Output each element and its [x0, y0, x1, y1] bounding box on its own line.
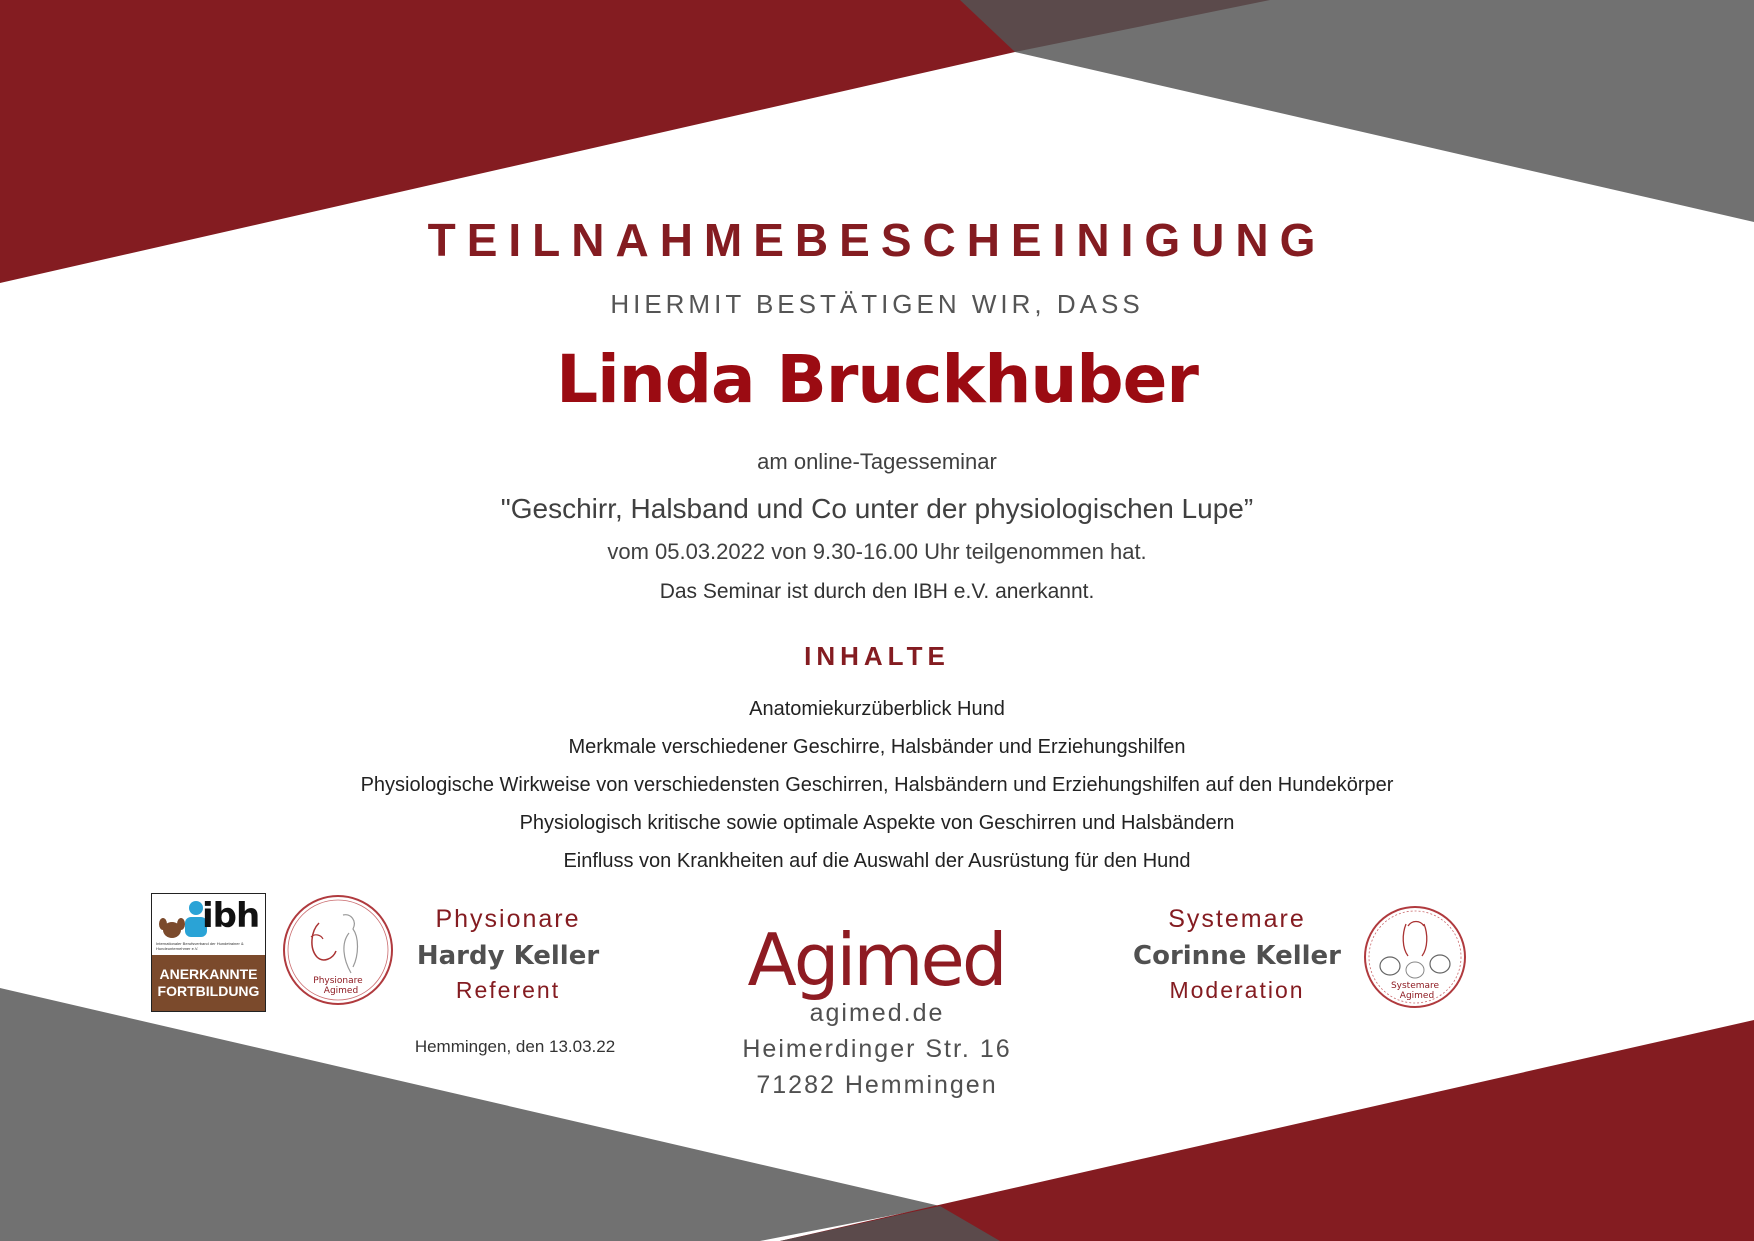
recognition-line: Das Seminar ist durch den IBH e.V. anerkannt.	[659, 580, 1095, 603]
contents-list	[0, 690, 1754, 880]
ibh-badge	[151, 893, 266, 1012]
contents-item: Physiologisch kritische sowie optimale Aspekte von Geschirren und Halsbändern	[519, 812, 1235, 834]
right-signer-organization: Systemare	[1168, 905, 1306, 933]
agimed-street: Heimerdinger Str. 16	[742, 1035, 1012, 1063]
agimed-logo: Agimed	[747, 918, 1005, 1002]
physionare-seal	[281, 893, 395, 1007]
left-signer	[400, 904, 616, 1004]
certificate-title: TEILNAHMEBESCHEINIGUNG	[427, 214, 1327, 266]
left-signer-organization: Physionare	[435, 905, 581, 933]
ibh-recognition-label	[152, 955, 265, 1011]
systemare-seal	[1362, 904, 1468, 1010]
left-signer-name: Hardy Keller	[416, 941, 600, 971]
right-signer-role: Moderation	[1169, 977, 1305, 1003]
contents-heading: INHALTE	[804, 641, 950, 671]
svg-text:Physionare: Physionare	[313, 976, 363, 986]
svg-text:Agimed: Agimed	[1399, 991, 1435, 1001]
contents-item: Anatomiekurzüberblick Hund	[749, 698, 1005, 720]
contents-item: Einfluss von Krankheiten auf die Auswahl der Ausrüstung für den Hund	[563, 850, 1191, 872]
ibh-wordmark: ibh	[202, 896, 260, 936]
left-signer-role: Referent	[455, 977, 561, 1003]
svg-text:Systemare: Systemare	[1390, 981, 1440, 991]
date-line: vom 05.03.2022 von 9.30-16.00 Uhr teilgenommen hat.	[607, 539, 1147, 564]
certificate-subtitle: HIERMIT BESTÄTIGEN WIR, DASS	[610, 289, 1144, 319]
ibh-small-text: Internationaler Berufsverband der Hundetrainer & Hundeunternehmer e.V.	[156, 941, 244, 951]
participant-name: Linda Bruckhuber	[556, 341, 1198, 418]
agimed-city: 71282 Hemmingen	[756, 1071, 998, 1099]
contents-item: Physiologische Wirkweise von verschiedensten Geschirren, Halsbändern und Erziehungshilfen auf den Hundekörper	[360, 774, 1394, 796]
contents-item: Merkmale verschiedener Geschirre, Halsbänder und Erziehungshilfen	[568, 736, 1186, 758]
right-signer	[1110, 904, 1364, 1004]
right-signer-name: Corinne Keller	[1133, 941, 1341, 971]
place-date: Hemmingen, den 13.03.22	[414, 1037, 616, 1056]
agimed-website: agimed.de	[809, 999, 945, 1027]
svg-text:Agimed: Agimed	[323, 986, 359, 996]
ibh-line-2: FORTBILDUNG	[157, 983, 260, 999]
seminar-title: "Geschirr, Halsband und Co unter der physiologischen Lupe”	[500, 493, 1254, 524]
ibh-line-1: ANERKANNTE	[159, 966, 258, 982]
event-type-line: am online-Tagesseminar	[757, 449, 997, 474]
